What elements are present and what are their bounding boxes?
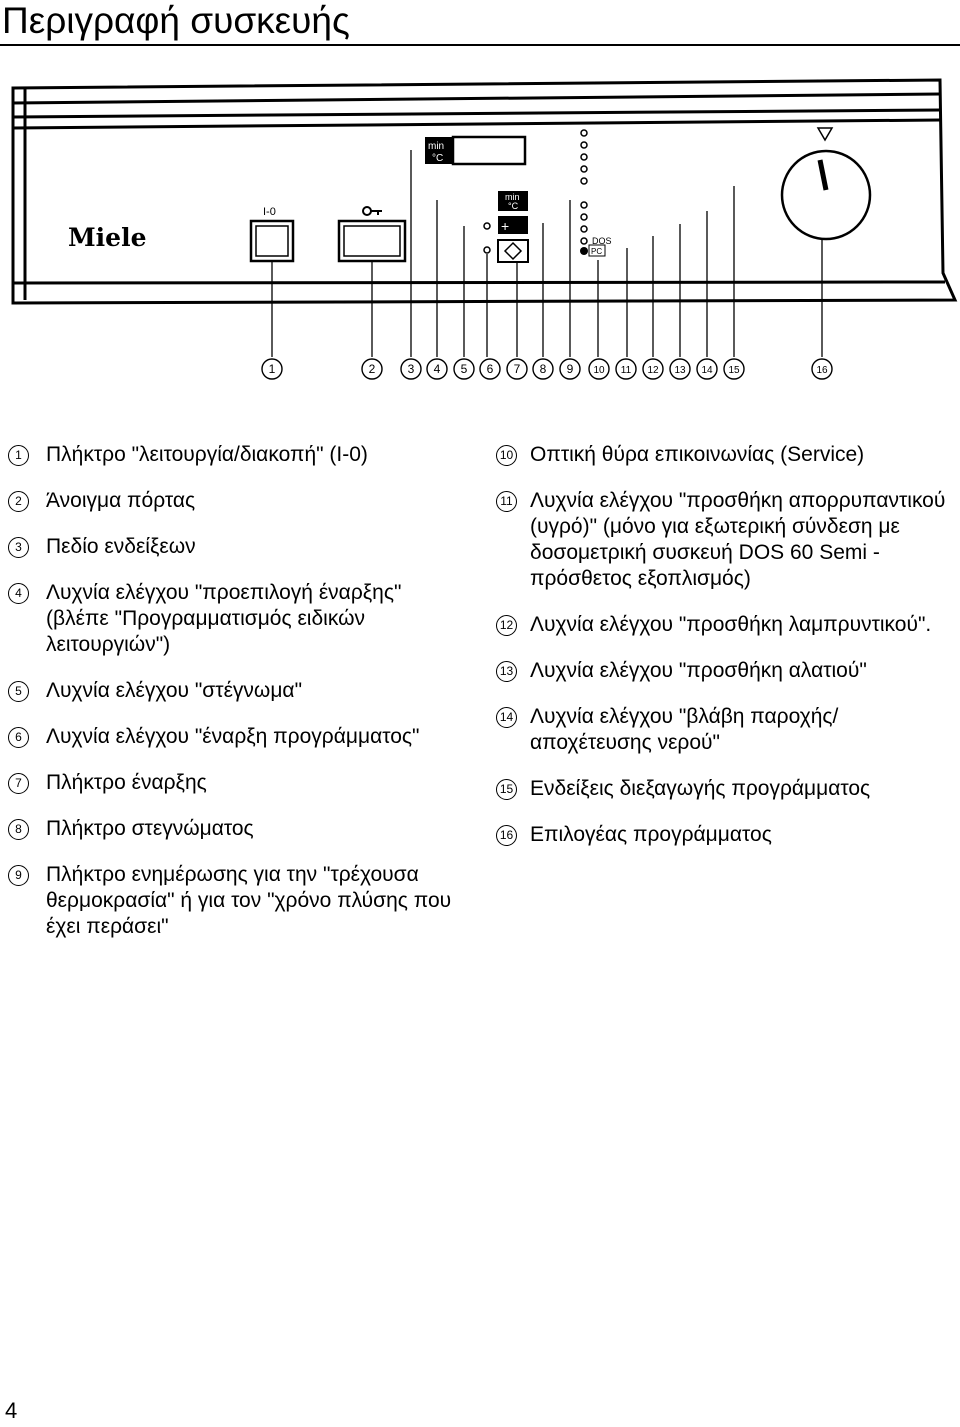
key-icon	[363, 207, 382, 215]
legend-item	[496, 822, 956, 848]
onoff-button[interactable]	[251, 221, 293, 261]
legend-number: 6	[8, 727, 29, 748]
legend-item	[8, 678, 463, 704]
callout-9: 9	[566, 362, 574, 376]
dos-label: DOS	[592, 236, 612, 246]
svg-text:min: min	[505, 192, 520, 202]
callout-8: 8	[539, 362, 547, 376]
legend-number: 9	[8, 865, 29, 886]
legend-text: Λυχνία ελέγχου "βλάβη παροχής/αποχέτευσης νερού"	[530, 705, 839, 754]
legend-text: Λυχνία ελέγχου "προσθήκη αλατιού"	[530, 659, 867, 682]
legend-number: 10	[496, 445, 517, 466]
legend-text: Πλήκτρο "λειτουργία/διακοπή" (I-0)	[46, 443, 368, 466]
legend-number: 14	[496, 707, 517, 728]
legend-number: 7	[8, 773, 29, 794]
control-panel-diagram	[0, 60, 960, 390]
callout-10: 10	[593, 365, 605, 376]
legend-number: 13	[496, 661, 517, 682]
callout-2: 2	[368, 362, 376, 376]
legend-number: 3	[8, 537, 29, 558]
legend-text: Οπτική θύρα επικοινωνίας (Service)	[530, 443, 865, 466]
legend-item	[496, 442, 956, 468]
callout-11: 11	[620, 365, 632, 376]
program-selector-dial[interactable]	[782, 151, 870, 239]
brand-logo: Miele	[68, 223, 147, 252]
legend-number: 12	[496, 615, 517, 636]
callout-6: 6	[486, 362, 494, 376]
legend-text: Άνοιγμα πόρτας	[46, 489, 196, 512]
callout-13: 13	[674, 365, 686, 376]
page-number: 4	[5, 1398, 18, 1423]
legend-number: 11	[496, 491, 517, 512]
legend-item	[8, 816, 463, 842]
callout-15: 15	[728, 365, 740, 376]
legend-number: 1	[8, 445, 29, 466]
legend-item	[8, 724, 463, 750]
legend-number: 16	[496, 825, 517, 846]
legend-text: Λυχνία ελέγχου "προσθήκη απορρυπαντικού (υγρό)" (μόνο για εξωτερική σύνδεση με δοσομετρική συσκευή DOS 60 Semi - πρόσθετος εξοπλισμός)	[530, 489, 946, 590]
legend-item	[8, 580, 463, 658]
legend-number: 15	[496, 779, 517, 800]
legend-item	[496, 704, 956, 756]
legend-item	[496, 488, 956, 592]
callout-7: 7	[513, 362, 521, 376]
legend-text: Λυχνία ελέγχου "στέγνωμα"	[46, 679, 303, 702]
pc-label: PC	[591, 247, 603, 256]
legend-text: Λυχνία ελέγχου "έναρξη προγράμματος"	[46, 725, 420, 748]
svg-text:°C: °C	[508, 201, 519, 211]
legend-text: Πεδίο ενδείξεων	[46, 535, 196, 558]
legend-item	[496, 776, 956, 802]
legend-text: Επιλογέας προγράμματος	[530, 823, 772, 846]
title-divider	[0, 44, 960, 46]
legend-number: 4	[8, 583, 29, 604]
callout-4: 4	[433, 362, 441, 376]
legend-item	[496, 612, 956, 638]
display-field	[453, 137, 525, 164]
svg-text:min: min	[428, 141, 445, 152]
legend-item	[8, 534, 463, 560]
callout-3: 3	[407, 362, 415, 376]
legend-item	[496, 658, 956, 684]
legend-item	[8, 488, 463, 514]
legend-text: Λυχνία ελέγχου "προσθήκη λαμπρυντικού".	[530, 613, 932, 636]
svg-text:+: +	[501, 218, 510, 234]
page-title: Περιγραφή συσκευής	[2, 0, 350, 41]
legend-text: Ενδείξεις διεξαγωγής προγράμματος	[530, 777, 871, 800]
callout-5: 5	[460, 362, 468, 376]
callout-16: 16	[816, 365, 828, 376]
legend-text: Πλήκτρο στεγνώματος	[46, 817, 254, 840]
callout-1: 1	[268, 362, 276, 376]
service-port	[580, 247, 588, 255]
legend-item	[8, 770, 463, 796]
legend-text: Λυχνία ελέγχου "προεπιλογή έναρξης" (βλέπε "Προγραμματισμός ειδικών λειτουργιών")	[46, 581, 402, 656]
callout-12: 12	[647, 365, 659, 376]
legend-right	[496, 442, 956, 868]
legend-item	[8, 442, 463, 468]
legend-number: 2	[8, 491, 29, 512]
svg-text:°C: °C	[432, 153, 444, 164]
legend-number: 5	[8, 681, 29, 702]
panel-stripe	[13, 94, 940, 103]
callout-14: 14	[701, 365, 713, 376]
legend-text: Πλήκτρο έναρξης	[46, 771, 207, 794]
door-open-button[interactable]	[339, 221, 405, 261]
legend-number: 8	[8, 819, 29, 840]
legend-text: Πλήκτρο ενημέρωσης για την "τρέχουσα θερμοκρασία" ή για τον "χρόνο πλύσης που έχει περάσει"	[46, 863, 452, 938]
legend-left	[8, 442, 463, 960]
onoff-label: I-0	[263, 206, 276, 218]
legend-item	[8, 862, 463, 940]
